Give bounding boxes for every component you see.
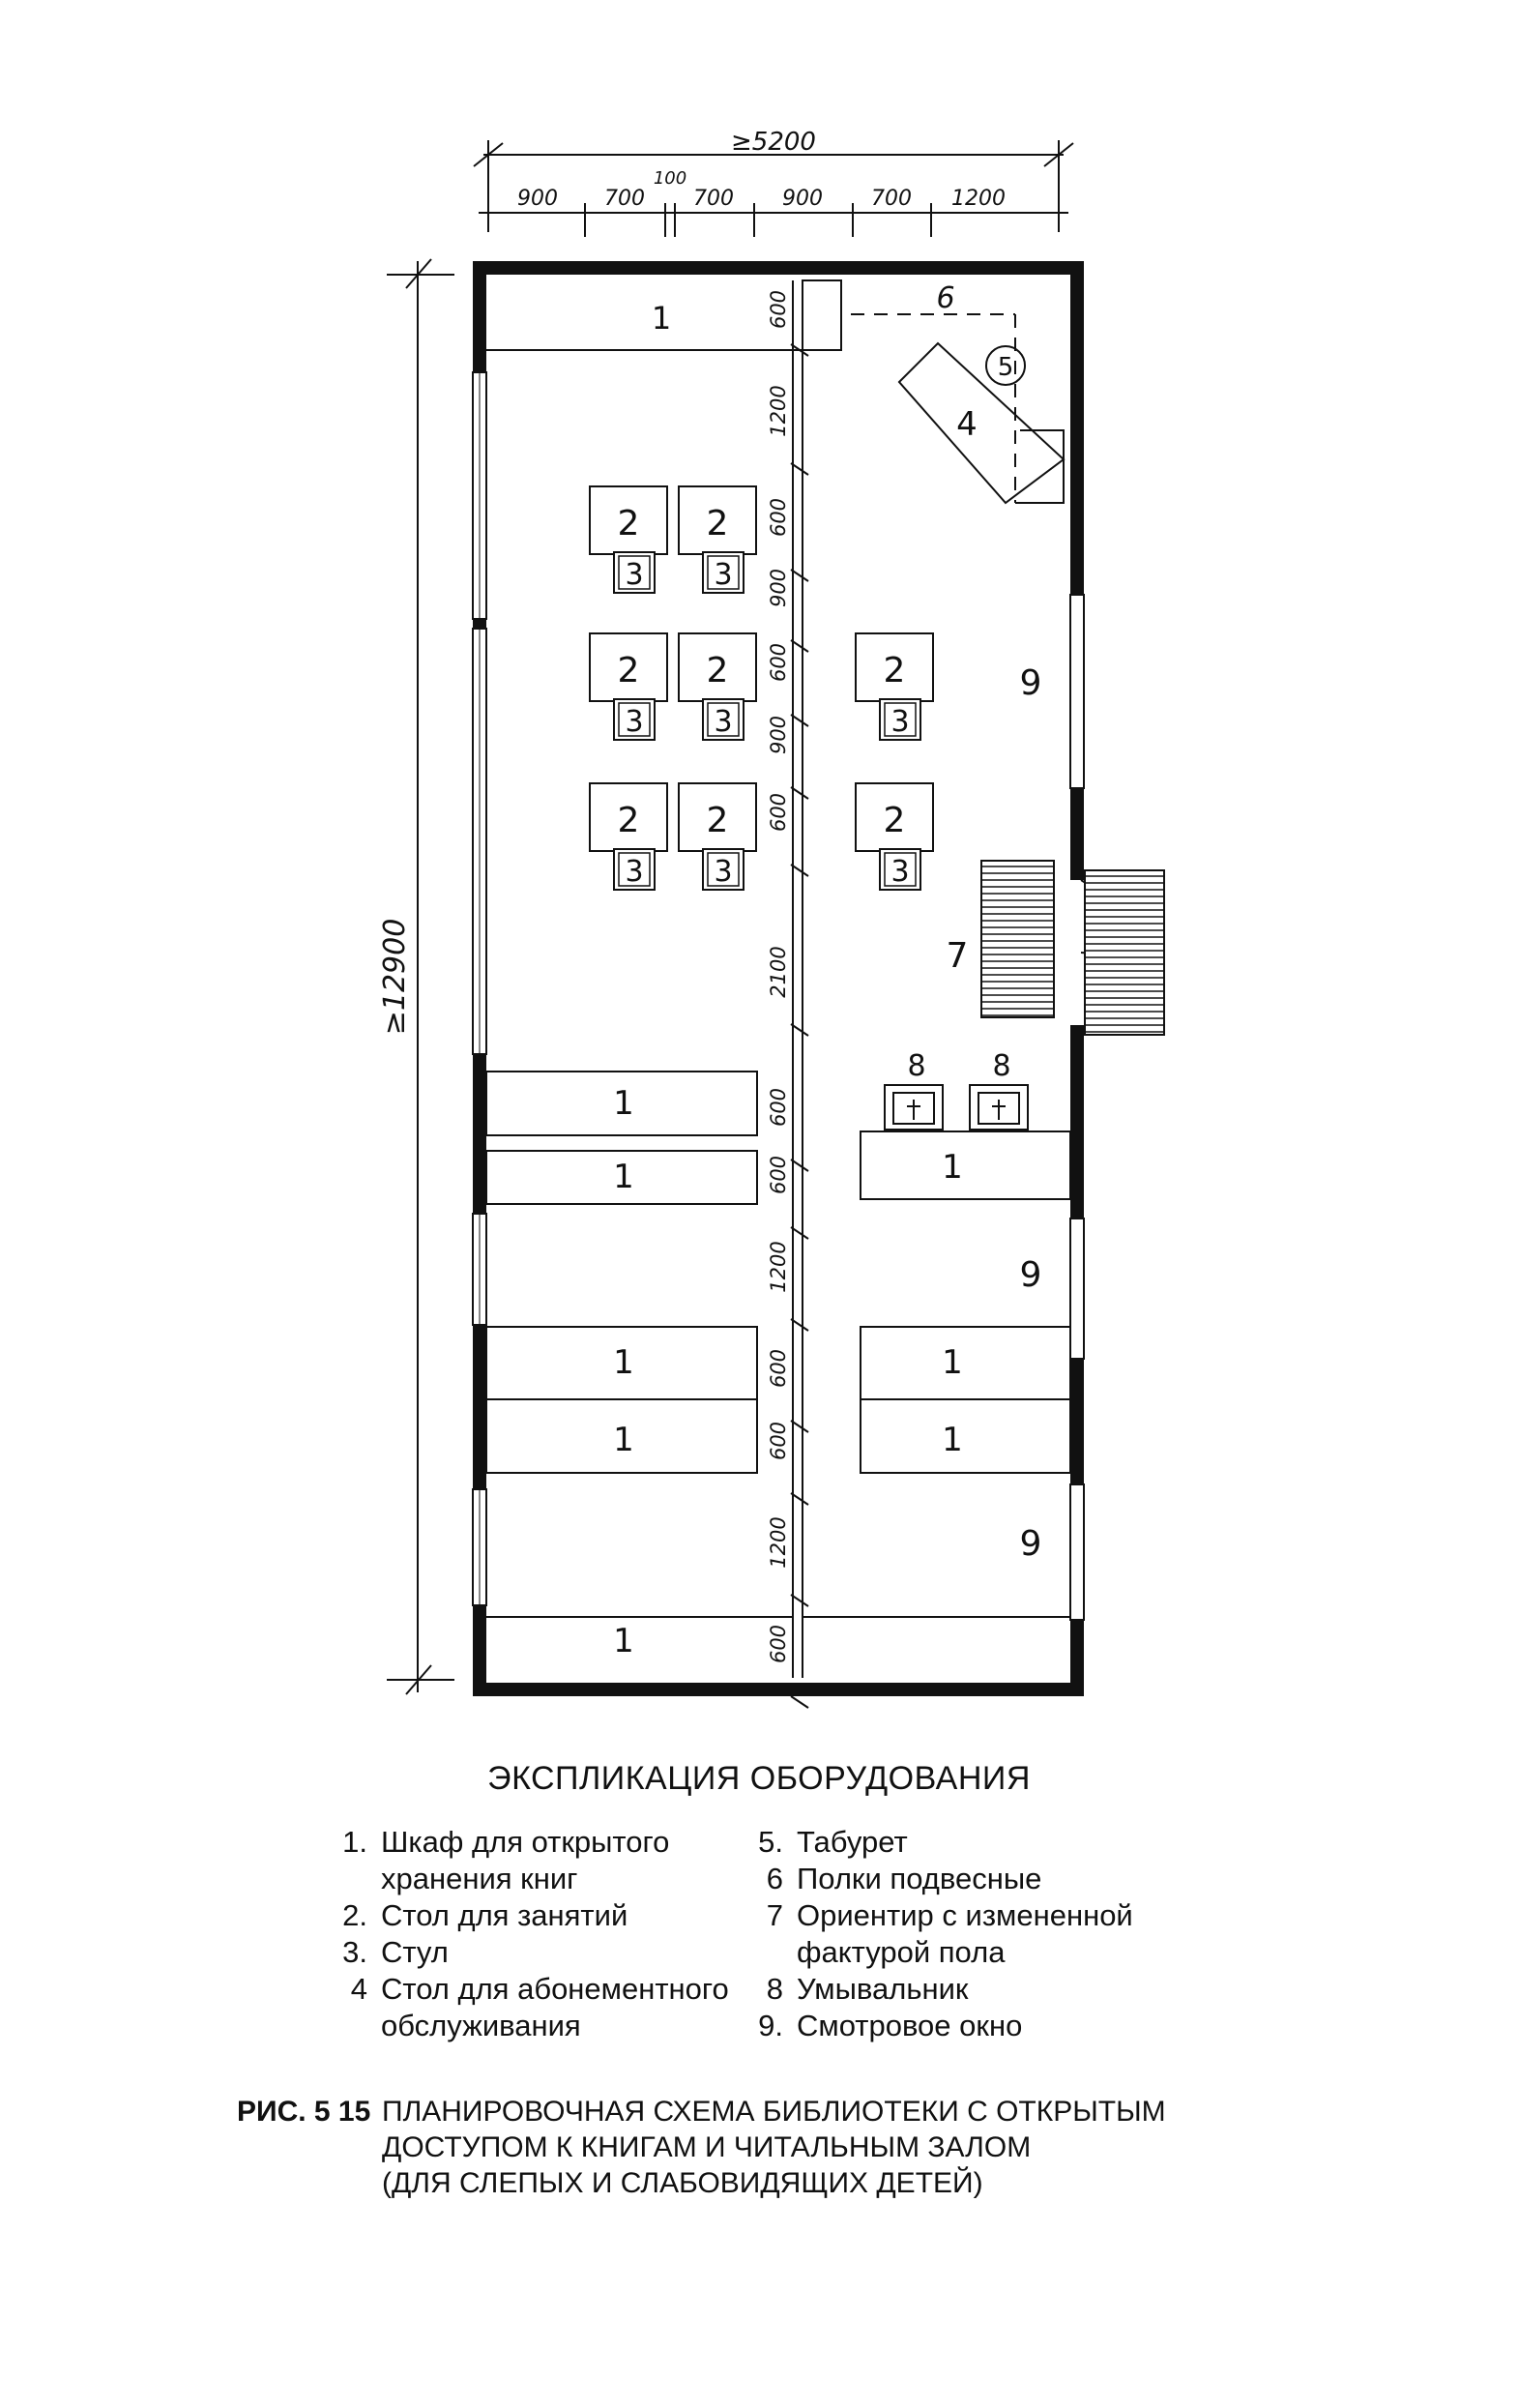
shelf-label: 1 xyxy=(942,1343,963,1382)
legend-item xyxy=(735,1897,1199,1971)
table-label: 2 xyxy=(706,651,729,690)
legend-item xyxy=(319,1934,774,1971)
shelf-label: 1 xyxy=(613,1084,634,1123)
table-with-chair xyxy=(679,486,756,593)
floor-guide-label: 7 xyxy=(946,936,969,976)
legend-text: Смотровое окно xyxy=(797,2009,1023,2042)
window-label: 9 xyxy=(1019,1255,1042,1295)
table-with-chair xyxy=(590,633,667,740)
shelf-label: 1 xyxy=(942,1421,963,1459)
shelf-label: 1 xyxy=(613,1158,634,1196)
legend-text: Полки подвесные xyxy=(797,1862,1042,1895)
table-with-chair xyxy=(856,783,933,890)
sink-label: 8 xyxy=(907,1049,926,1083)
hanging-shelves xyxy=(851,314,1015,503)
stool xyxy=(986,346,1025,385)
floor-guide xyxy=(981,861,1054,1017)
chair-label: 3 xyxy=(714,855,733,889)
dim-top-segment: 100 xyxy=(653,168,687,189)
shelf-label: 1 xyxy=(942,1148,963,1187)
sinks xyxy=(861,1085,1070,1131)
window-label: 9 xyxy=(1019,1524,1042,1564)
table-label: 2 xyxy=(706,504,729,543)
chair-label: 3 xyxy=(625,855,644,889)
legend-num: 5. xyxy=(758,1825,783,1859)
shelf-label: 1 xyxy=(613,1421,634,1459)
dim-vertical-label: 600 xyxy=(767,1421,790,1461)
legend-text: Стул xyxy=(381,1935,449,1969)
dim-vertical-label: 600 xyxy=(767,289,790,330)
dim-tick xyxy=(791,1696,808,1708)
figure-caption-text: ПЛАНИРОВОЧНАЯ СХЕМА БИБЛИОТЕКИ С ОТКРЫТЫМ ДОСТУПОМ К КНИГАМ И ЧИТАЛЬНЫМ ЗАЛОМ (ДЛЯ СЛЕПЫХ И СЛАБОВИДЯЩИХ ДЕТЕЙ) xyxy=(382,2096,1166,2199)
legend-text: Стол для занятий xyxy=(381,1898,628,1932)
chair-label: 3 xyxy=(890,855,910,889)
dim-vertical-label: 900 xyxy=(767,715,790,755)
legend-item xyxy=(319,1897,774,1934)
dim-vertical-label: 600 xyxy=(767,642,790,683)
table-with-chair xyxy=(679,633,756,740)
legend-num: 2. xyxy=(342,1898,367,1932)
center-axis xyxy=(793,280,803,1678)
dim-vertical-label: 2100 xyxy=(767,946,790,998)
legend-item xyxy=(735,1861,1199,1897)
table-with-chair xyxy=(590,783,667,890)
legend-right-column xyxy=(735,1824,1199,2044)
dim-vertical-label: 600 xyxy=(767,1348,790,1389)
legend-num: 9. xyxy=(758,2009,783,2042)
legend-item xyxy=(319,1971,774,2044)
dim-top-segment: 700 xyxy=(604,187,645,211)
table-label: 2 xyxy=(883,801,906,840)
legend-item xyxy=(319,1824,774,1897)
table-with-chair xyxy=(590,486,667,593)
window-label: 9 xyxy=(1019,663,1042,703)
sink-label: 8 xyxy=(992,1049,1011,1083)
shelf-label: 1 xyxy=(613,1343,634,1382)
legend-left-column xyxy=(319,1824,774,2044)
table-label: 2 xyxy=(617,651,640,690)
legend-text: Ориентир с измененной фактурой пола xyxy=(797,1898,1133,1969)
legend-text: Умывальник xyxy=(797,1972,969,2006)
legend-num: 4 xyxy=(350,1972,367,2006)
table-label: 2 xyxy=(883,651,906,690)
legend-num: 7 xyxy=(766,1898,783,1932)
dim-vertical-label: 600 xyxy=(767,792,790,833)
chair-label: 3 xyxy=(714,705,733,739)
table-with-chair xyxy=(856,633,933,740)
dim-vertical-label: 1200 xyxy=(767,1241,790,1293)
chair-label: 3 xyxy=(890,705,910,739)
dim-vertical-label: 600 xyxy=(767,1087,790,1128)
dim-top-segment: 700 xyxy=(693,187,734,211)
dim-vertical-label: 600 xyxy=(767,1155,790,1195)
stool-label: 5 xyxy=(997,353,1014,382)
dim-vertical-label: 1200 xyxy=(767,385,790,437)
shelf-label: 1 xyxy=(651,300,672,337)
entrance-porch-hatch xyxy=(1085,870,1164,1035)
chair-label: 3 xyxy=(714,558,733,592)
legend-title: ЭКСПЛИКАЦИЯ ОБОРУДОВАНИЯ xyxy=(487,1760,1031,1797)
dim-top-segment: 900 xyxy=(782,187,823,211)
table-label: 2 xyxy=(617,504,640,543)
dim-overall-width: ≥5200 xyxy=(731,128,816,157)
figure-caption xyxy=(237,2094,1166,2201)
dim-top-segment: 900 xyxy=(517,187,558,211)
table-label: 2 xyxy=(617,801,640,840)
chair-label: 3 xyxy=(625,558,644,592)
dim-overall-length: ≥12900 xyxy=(378,918,412,1036)
figure-label: РИС. 5 15 xyxy=(237,2096,371,2128)
legend-text: Шкаф для открытого хранения книг xyxy=(381,1825,670,1895)
study-tables xyxy=(590,486,933,890)
legend-num: 1. xyxy=(342,1825,367,1859)
table-with-chair xyxy=(679,783,756,890)
hanging-shelves-label: 6 xyxy=(936,281,955,315)
dim-vertical-label: 600 xyxy=(767,1624,790,1664)
dim-vertical-label: 1200 xyxy=(767,1516,790,1569)
legend-num: 8 xyxy=(766,1972,783,2006)
legend-num: 3. xyxy=(342,1935,367,1969)
dim-vertical-label: 900 xyxy=(767,568,790,608)
legend-text: Табурет xyxy=(797,1825,908,1859)
service-desk-label: 4 xyxy=(956,405,978,444)
legend-text: Стол для абонементного обслуживания xyxy=(381,1972,729,2042)
legend-item xyxy=(735,2008,1199,2044)
dim-top-segment: 1200 xyxy=(951,187,1006,211)
table-label: 2 xyxy=(706,801,729,840)
dim-vertical-label: 600 xyxy=(767,497,790,538)
service-desk xyxy=(899,343,1064,503)
dim-top-segment: 700 xyxy=(871,187,912,211)
legend-item xyxy=(735,1824,1199,1861)
legend-num: 6 xyxy=(766,1862,783,1895)
legend-item xyxy=(735,1971,1199,2008)
chair-label: 3 xyxy=(625,705,644,739)
shelf-label: 1 xyxy=(613,1622,634,1660)
